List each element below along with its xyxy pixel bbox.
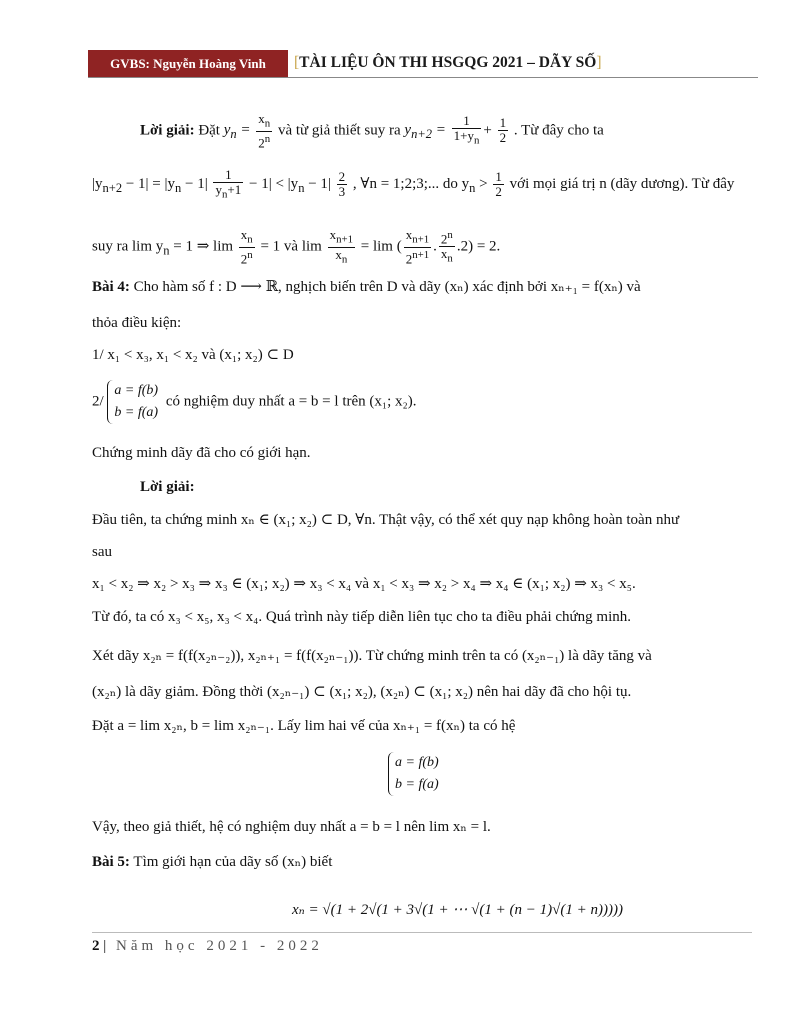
paragraph-2: x₁ < x₂ ⇒ x₂ > x₃ ⇒ x₃ ∈ (x₁; x₂) ⇒ x₃ < x₄ và x₁ < x₃ ⇒ x₂ > x₄ ⇒ x₄ ∈ (x₁; x₂) ⇒ x₃ < x₅. (92, 576, 636, 592)
problem-4-text: Cho hàm số f : D ⟶ ℝ, nghịch biến trên D và dãy (xₙ) xác định bởi xₙ₊₁ = f(xₙ) và (133, 279, 641, 295)
text-dot2: .2 (456, 238, 469, 255)
text-lim-yn: suy ra lim y (92, 238, 164, 255)
problem-4-condition: thỏa điều kiện: (92, 315, 182, 331)
solution-line-3: suy ra $\lim y_n = 1$ ⇒ lim $\frac{x_n}{2^n}$ = 1 và lim $\frac{x_{n+1}}{x_n}$ = lim ( $\frac{x_{n+1}}{2^{n+1}}$ . $\frac{2^n}{x_n}$ .2) = 2. (92, 227, 501, 267)
math-yn: $y_n$ = (223, 122, 251, 142)
fraction-2-3: $\frac{2}{3}$ (338, 169, 346, 200)
problem-5-line (92, 852, 332, 872)
condition-2-text: có nghiệm duy nhất a = b = l trên (x₁; x₂). (165, 393, 417, 410)
text-forall: , ∀n = 1;2;3;... do y (352, 176, 470, 193)
system-2 (388, 752, 443, 796)
problem-4-line (92, 277, 641, 297)
condition-2-prefix: 2/ (92, 393, 104, 410)
problem-5-text: Tìm giới hạn của dãy số (xₙ) biết (133, 854, 333, 870)
text-eq-lim: = lim (360, 238, 393, 255)
paragraph-5: (x₂ₙ) là dãy giảm. Đồng thời (x₂ₙ₋₁) ⊂ (x₁; x₂), (x₂ₙ) ⊂ (x₁; x₂) nên hai dãy đã cho hội tụ. (92, 684, 632, 700)
problem-4-label: Bài 4: (92, 279, 130, 295)
paragraph-3: Từ đó, ta có x₃ < x₅, x₃ < x₄. Quá trình này tiếp diễn liên tục cho ta điều phải chứng minh. (92, 609, 631, 625)
system-1-eq-2: b = f(a) (114, 405, 159, 420)
math-yn2: $y_{n+2}$ = (404, 122, 446, 142)
system-2-eq-1: a = f(b) (395, 755, 439, 770)
solution-label-2: Lời giải: (140, 479, 195, 495)
text-positive: với mọi giá trị n (dãy dương). Từ đây (509, 176, 735, 193)
page-footer (92, 938, 323, 955)
author-label: GVBS: Nguyễn Hoàng Vinh (88, 50, 288, 78)
system-2-wrap (388, 752, 443, 796)
condition-2 (92, 380, 417, 424)
system-2-eq-2: b = f(a) (395, 777, 439, 792)
bracket-close: ] (596, 54, 602, 71)
text-abs-lt: − 1| < |y (249, 176, 299, 193)
paragraph-4: Xét dãy x₂ₙ = f(f(x₂ₙ₋₂)), x₂ₙ₊₁ = f(f(x₂ₙ₋₁)). Từ chứng minh trên ta có (x₂ₙ₋₁) là dãy tăng và (92, 648, 652, 664)
page-header (88, 50, 758, 78)
school-year: Năm học 2021 - 2022 (116, 938, 323, 954)
text-dat: Đặt (198, 122, 220, 139)
solution-line-2: $|y_{n+2} - 1| = |y_n - 1|$ $\frac{1}{y_n+1}$ − $1| < |y_n - 1|$ $\frac{2}{3}$ , ∀n = 1;2;3;... do $y_n$ > $\frac{1}{2}$ với mọi giá trị n (dãy dương). Từ đây (92, 167, 735, 201)
fraction-xn1-xn: $\frac{x_{n+1}}{x_n}$ (329, 227, 354, 266)
prove-statement: Chứng minh dãy đã cho có giới hạn. (92, 445, 311, 461)
problem-5-label: Bài 5: (92, 854, 130, 870)
fraction-xn1-2n1: $\frac{x_{n+1}}{2^{n+1}}$ (405, 227, 430, 267)
document-title (294, 50, 602, 78)
fraction-1-over-1plusyn: $\frac{1}{1+y_n}$ (453, 113, 480, 147)
fraction-xn-2n: $\frac{x_n}{2^n}$ (258, 111, 271, 150)
text-implies: = 1 ⇒ lim (173, 238, 234, 255)
solution-label: Lời giải: (140, 122, 195, 139)
fraction-2n-xn: $\frac{2^n}{x_n}$ (440, 229, 453, 266)
paragraph-6: Đặt a = lim x₂ₙ, b = lim x₂ₙ₋₁. Lấy lim hai vế của xₙ₊₁ = f(xₙ) ta có hệ (92, 718, 516, 734)
paragraph-7: Vậy, theo giả thiết, hệ có nghiệm duy nhất a = b = l nên lim xₙ = l. (92, 819, 491, 835)
paragraph-1: Đầu tiên, ta chứng minh xₙ ∈ (x₁; x₂) ⊂ D, ∀n. Thật vậy, có thể xét quy nạp không hoàn toàn như (92, 512, 680, 528)
text-assumption: và từ giả thiết suy ra (277, 122, 401, 139)
header-divider (88, 77, 758, 78)
text-abs-start: |y (92, 176, 103, 193)
footer-separator: | (103, 938, 107, 954)
fraction-half: $\frac{1}{2}$ (495, 169, 502, 200)
fraction-1-2: $\frac{1}{2}$ (499, 115, 507, 146)
title-text: TÀI LIỆU ÔN THI HSGQG 2021 – DÃY SỐ (299, 54, 597, 71)
text-result: = 2. (476, 238, 501, 255)
fraction-xn-2n-b: $\frac{x_n}{2^n}$ (240, 227, 253, 267)
text-and-lim: = 1 và lim (260, 238, 322, 255)
paragraph-1b: sau (92, 544, 112, 560)
system-1-eq-1: a = f(b) (114, 383, 159, 398)
text-abs-mid: − 1| = |y (125, 176, 176, 193)
bracket-open: [ (294, 54, 300, 71)
system-1 (107, 380, 162, 424)
condition-1: 1/ x₁ < x₃, x₁ < x₂ và (x₁; x₂) ⊂ D (92, 347, 294, 363)
text-from-here: . Từ đây cho ta (513, 122, 604, 139)
fraction-1-over-ynplus1: $\frac{1}{y_n+1}$ (215, 167, 242, 201)
page-number: 2 (92, 938, 100, 954)
formula-5: xₙ = √(1 + 2√(1 + 3√(1 + ⋯ √(1 + (n − 1)√(1 + n))))) (292, 902, 623, 918)
footer-divider (92, 932, 752, 933)
solution-line-1: Lời giải: Đặt $y_n$ = $\frac{x_n}{2^n}$ và từ giả thiết suy ra $y_{n+2}$ = $\frac{1}{1+y_n}$ + $\frac{1}{2}$ . Từ đây cho ta (140, 111, 604, 150)
